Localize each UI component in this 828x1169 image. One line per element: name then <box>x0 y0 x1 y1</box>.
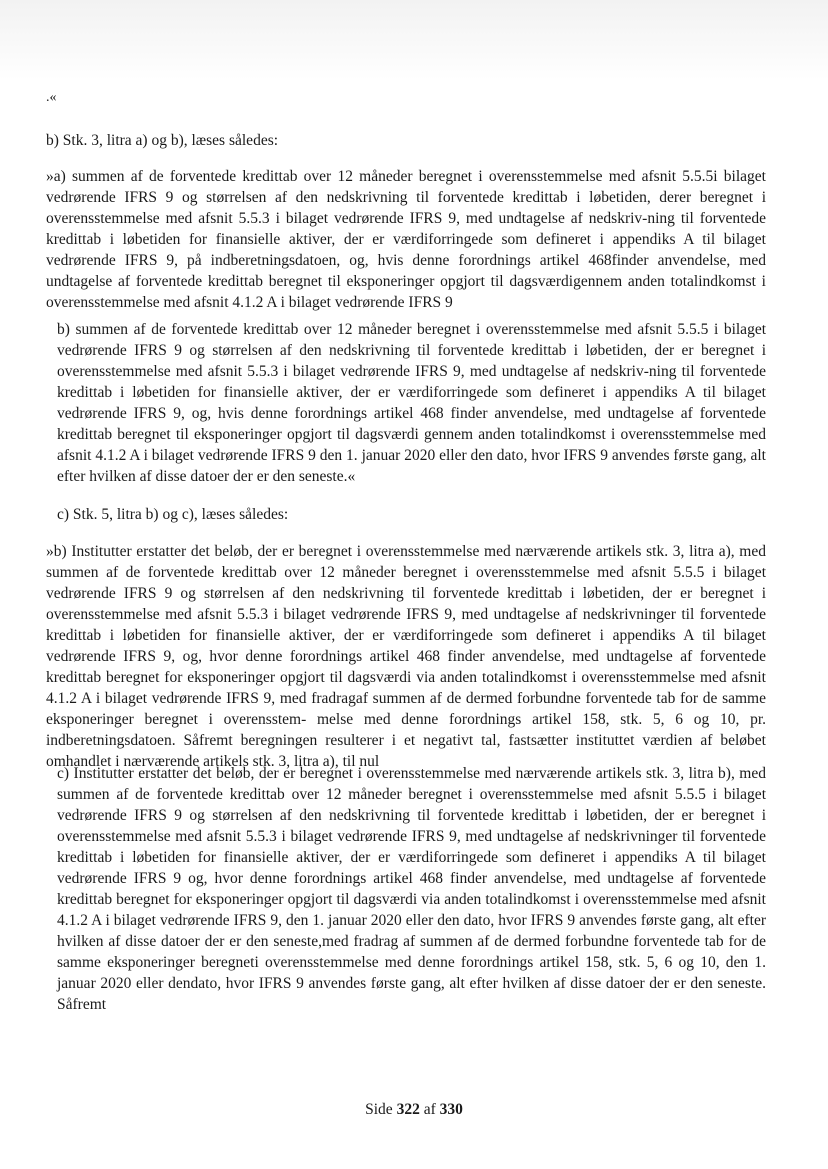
paragraph-stk3-litra-a: »a) summen af de forventede kredittab over 12 måneder beregnet i overensstemmelse med afsnit 5.5.5i bilaget vedrørende IFRS 9 og størrelsen af den nedskrivning til forventede kredittab i løbetiden, derer beregnet i overensstemmelse med afsnit 5.5.3 i bilaget vedrørende IFRS 9, med undtagelse af nedskriv-ning til forventede kredittab i løbetiden for finansielle aktiver, der er værdiforringede som defineret i appendiks A til bilaget vedrørende IFRS 9, på indberetningsdatoen, og, hvis denne forordnings artikel 468finder anvendelse, med undtagelse af forventede kredittab beregnet til eksponeringer opgjort til dagsværdigennem anden totalindkomst i overensstemmelse med afsnit 4.1.2 A i bilaget vedrørende IFRS 9 <box>46 168 766 311</box>
page-footer <box>0 1101 828 1119</box>
paragraph-stk5-litra-c: c) Institutter erstatter det beløb, der er beregnet i overensstemmelse med nærværende artikels stk. 3, litra b), med summen af de forventede kredittab over 12 måneder beregnet i overensstemmelse med afsnit 5.5.5 i bilaget vedrørende IFRS 9 og størrelsen af den nedskrivning til forventede kredittab i løbetiden, der er beregnet i overensstemmelse med afsnit 5.5.3 i bilaget vedrørende IFRS 9, med undtagelse af nedskrivninger til forventede kredittab i løbetiden for finansielle aktiver, der er værdiforringede som defineret i appendiks A til bilaget vedrørende IFRS 9 og, hvor denne forordnings artikel 468 finder anvendelse, med undtagelse af forventede kredittab beregnet for eksponeringer opgjort til dagsværdi via anden totalindkomst i overensstemmelse med afsnit 4.1.2 A i bilaget vedrørende IFRS 9, den 1. januar 2020 eller den dato, hvor IFRS 9 anvendes første gang, alt efter hvilken af disse datoer der er den seneste,med fradrag af summen af de dermed forbundne forventede tab for de samme eksponeringer beregneti overensstemmelse med denne forordnings artikel 158, stk. 5, 6 og 10, den 1. januar 2020 eller dendato, hvor IFRS 9 anvendes første gang, alt efter hvilken af disse datoer der er den seneste. Såfremt <box>57 765 766 1013</box>
footer-page-number: 322 <box>396 1101 420 1118</box>
paragraph-stk5-litra-b: »b) Institutter erstatter det beløb, der er beregnet i overensstemmelse med nærværende artikels stk. 3, litra a), med summen af de forventede kredittab over 12 måneder beregnet i overensstemmelse med afsnit 5.5.5 i bilaget vedrørende IFRS 9 og størrelsen af den nedskrivning til forventede kredittab i løbetiden, der er beregnet i overensstemmelse med afsnit 5.5.3 i bilaget vedrørende IFRS 9, med undtagelse af nedskrivninger til forventede kredittab i løbetiden for finansielle aktiver, der er værdiforringede som defineret i appendiks A til bilaget vedrørende IFRS 9, og, hvor denne forordnings artikel 468 finder anvendelse, med undtagelse af forventede kredittab beregnet for eksponeringer opgjort til dagsværdi via anden totalindkomst i overensstemmelse med afsnit 4.1.2 A i bilaget vedrørende IFRS 9, med fradragaf summen af de dermed forbundne forventede tab for de samme eksponeringer beregnet i overensstem- melse med denne forordnings artikel 158, stk. 5, 6 og 10, pr. indberetningsdatoen. Såfremt beregningen resulterer i et negativt tal, fastsætter instituttet værdien af beløbet omhandlet i nærværende artikels stk. 3, litra a), til nul <box>46 543 766 770</box>
paragraph-stk3-litra-b: b) summen af de forventede kredittab over 12 måneder beregnet i overensstemmelse med afsnit 5.5.5 i bilaget vedrørende IFRS 9 og størrelsen af den nedskrivning til forventede kredittab i løbetiden, der er beregnet i overensstemmelse med afsnit 5.5.3 i bilaget vedrørende IFRS 9, med undtagelse af nedskriv-ning til forventede kredittab i løbetiden for finansielle aktiver, der er værdiforringede som defineret i appendiks A til bilaget vedrørende IFRS 9, og, hvis denne forordnings artikel 468 finder anvendelse, med undtagelse af forventede kredittab beregnet til eksponeringer opgjort til dagsværdi gennem anden totalindkomst i overensstemmelse med afsnit 4.1.2 A i bilaget vedrørende IFRS 9 den 1. januar 2020 eller den dato, hvor IFRS 9 anvendes første gang, alt efter hvilken af disse datoer der er den seneste.« <box>57 321 766 485</box>
footer-total-pages: 330 <box>439 1101 463 1118</box>
section-end-marker: .« <box>46 90 57 105</box>
footer-separator: af <box>423 1101 436 1118</box>
footer-prefix: Side <box>365 1101 393 1118</box>
heading-stk5: c) Stk. 5, litra b) og c), læses således: <box>57 506 289 523</box>
heading-stk3: b) Stk. 3, litra a) og b), læses således: <box>46 132 279 149</box>
